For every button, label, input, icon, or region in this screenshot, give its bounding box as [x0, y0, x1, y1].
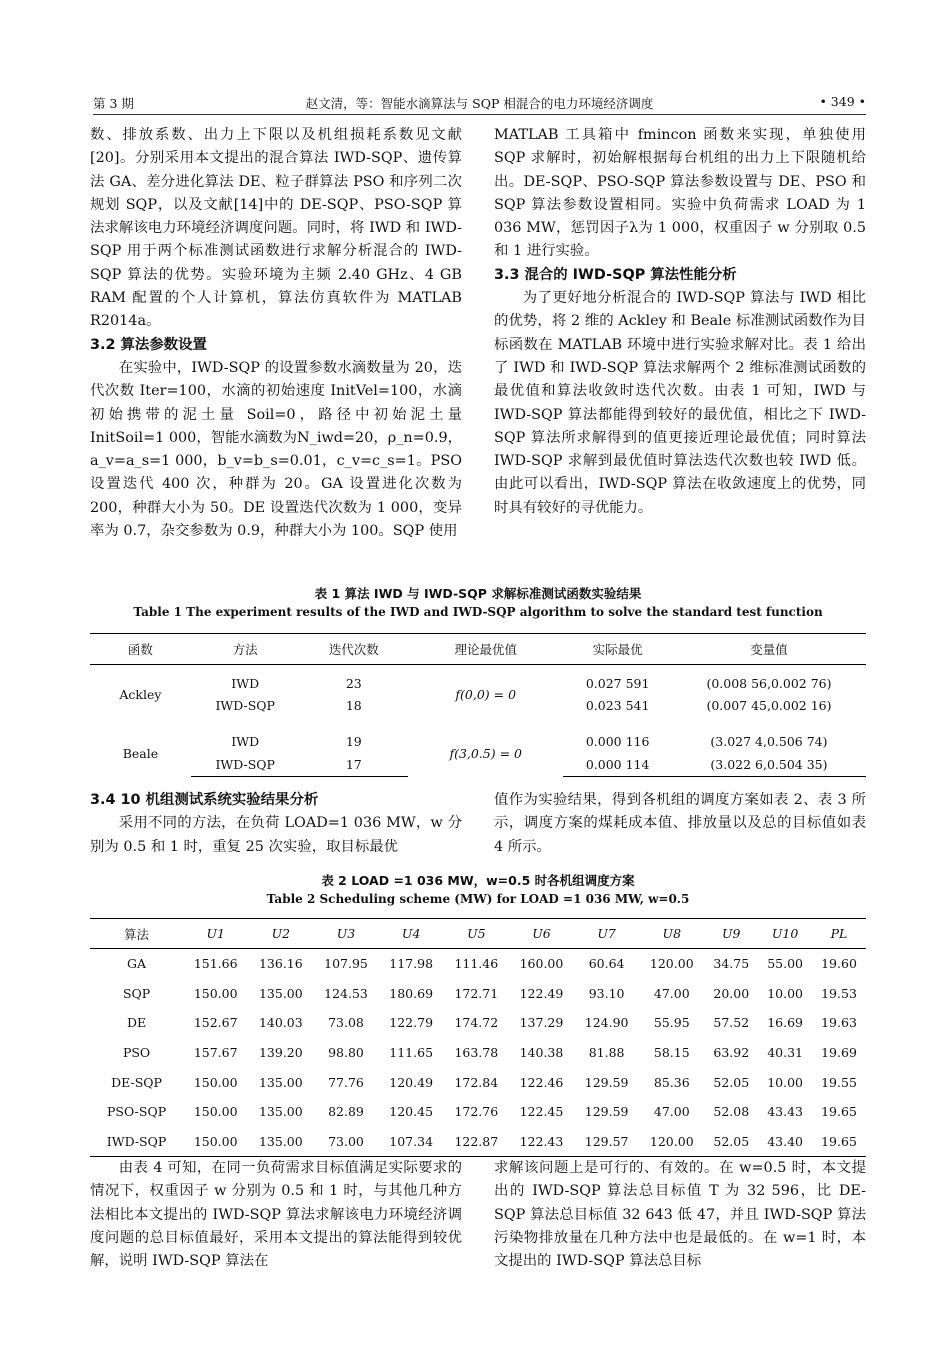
column-header: U1 [183, 919, 248, 949]
table-cell: 10.00 [767, 1074, 803, 1090]
table-cell: 18 [345, 698, 362, 713]
table-row [90, 1067, 866, 1097]
section-heading-3-2: 3.2 算法参数设置 [90, 336, 207, 353]
table-cell: 0.000 114 [563, 753, 672, 777]
table-cell: IWD-SQP [191, 753, 300, 777]
table-row [90, 1008, 866, 1038]
table-cell: 55.00 [767, 956, 803, 972]
table-row [90, 1127, 866, 1157]
table-cell: IWD [231, 734, 260, 749]
table-cell: 122.45 [519, 1104, 564, 1120]
table-cell: (0.008 56,0.002 76) [706, 676, 832, 691]
table-cell: 47.00 [653, 985, 690, 1001]
table-row [90, 1038, 866, 1068]
table-cell: PSO-SQP [106, 1104, 167, 1120]
table-cell: 120.45 [389, 1104, 434, 1120]
table-cell: 160.00 [519, 956, 564, 972]
column-header: U9 [704, 919, 758, 949]
column-header: U3 [313, 919, 378, 949]
table-row [90, 673, 866, 695]
table-cell: (3.022 6,0.504 35) [672, 753, 866, 777]
table-cell: 10.00 [767, 985, 803, 1001]
table-cell: 19.69 [821, 1045, 857, 1061]
table-cell: 136.16 [258, 956, 303, 972]
table-cell: (3.027 4,0.506 74) [710, 734, 828, 749]
table-cell: f(3,0.5) = 0 [449, 746, 522, 761]
table1-caption [90, 585, 866, 621]
column-header: 函数 [90, 634, 191, 665]
column-header: U10 [758, 919, 812, 949]
running-title: 赵文清，等：智能水滴算法与 SQP 相混合的电力环境经济调度 [305, 96, 654, 111]
table-cell: 122.49 [519, 985, 564, 1001]
table-cell: 19.55 [821, 1074, 857, 1090]
section-heading-3-3: 3.3 混合的 IWD-SQP 算法性能分析 [494, 266, 737, 283]
column-header: U2 [248, 919, 313, 949]
table-row [90, 1097, 866, 1127]
table-cell: 17 [300, 753, 409, 777]
column-header: U5 [444, 919, 509, 949]
table-cell: 122.79 [389, 1015, 434, 1031]
table-cell: 139.20 [258, 1045, 303, 1061]
table-cell: 124.53 [324, 985, 368, 1001]
table-cell: 82.89 [328, 1104, 364, 1120]
table-cell: 172.76 [454, 1104, 499, 1120]
table-cell: 43.40 [758, 1127, 812, 1157]
table-cell: 0.000 116 [585, 734, 650, 749]
table-cell: 140.03 [258, 1015, 303, 1031]
table-cell: PSO [122, 1045, 151, 1061]
table-cell: 151.66 [193, 956, 238, 972]
table-cell: 19 [345, 734, 362, 749]
table-cell: 19.53 [821, 985, 857, 1001]
table-cell: 52.05 [713, 1074, 750, 1090]
table-cell: 124.90 [584, 1015, 629, 1031]
table-cell: Beale [122, 746, 159, 761]
table-cell: 19.63 [821, 1015, 857, 1031]
table-cell: 93.10 [588, 985, 625, 1001]
paragraph: 数、排放系数、出力上下限以及机组损耗系数见文献[20]。分别采用本文提出的混合算法 IWD-SQP、遗传算法 GA、差分进化算法 DE、粒子群算法 PSO 和序列二次规划 SQP，以及文献[14]中的 DE-SQP、PSO-SQP 算法求解该电力环境经济调度问题。同时，将 IWD 和 IWD-SQP 用于两个标准测试函数进行求解分析混合的 IWD-SQP 算法的优势。实验环境为主频 2.40 GHz、4 GB RAM 配置的个人计算机，算法仿真软件为 MATLAB R2014a。 [90, 127, 462, 330]
left-column-mid [90, 789, 462, 859]
table-cell: Ackley [119, 687, 162, 702]
table-cell: 19.65 [812, 1127, 866, 1157]
page-number: • 349 • [819, 94, 866, 109]
column-header: 变量值 [672, 634, 866, 665]
table-cell: 55.95 [653, 1015, 690, 1031]
table-header-row [90, 919, 866, 949]
table-cell: 0.023 541 [585, 698, 650, 713]
table-cell: 122.43 [509, 1127, 574, 1157]
table-cell: 19.65 [821, 1104, 857, 1120]
table-cell: 19.60 [821, 956, 857, 972]
table-cell: 150.00 [193, 1104, 238, 1120]
paragraph: 在实验中，IWD-SQP 的设置参数水滴数量为 20，迭代次数 Iter=100，水滴的初始速度 InitVel=100，水滴初始携带的泥土量 Soil=0，路径中初始泥土量 InitSoil=1 000，智能水滴数为N_iwd=20，ρ_n=0.9，a_v=a_s=1 000，b_v=b_s=0.01，c_v=c_s=1。PSO 设置迭代 400 次，种群为 20。GA 设置进化次数为 200，种群大小为 50。DE 设置迭代次数为 1 000，变异率为 0.7，杂交参数为 0.9，种群大小为 100。SQP 使用 [90, 359, 462, 540]
table-cell: 135.00 [258, 1074, 303, 1090]
table2-caption-en: Table 2 Scheduling scheme (MW) for LOAD =1 036 MW, w=0.5 [266, 892, 690, 906]
table-cell: DE-SQP [111, 1074, 162, 1090]
table-cell: SQP [122, 985, 151, 1001]
column-header: PL [812, 919, 866, 949]
table-cell: 150.00 [193, 985, 238, 1001]
table-cell: 135.00 [258, 985, 303, 1001]
table-cell: IWD [231, 676, 260, 691]
table-cell: 98.80 [328, 1045, 364, 1061]
table-cell: 137.29 [519, 1015, 564, 1031]
column-header: U7 [574, 919, 639, 949]
table-cell: 40.31 [767, 1045, 803, 1061]
table-cell: 20.00 [713, 985, 750, 1001]
table-cell: (0.007 45,0.002 16) [706, 698, 832, 713]
table-cell: 135.00 [248, 1127, 313, 1157]
table-cell: 111.65 [389, 1045, 434, 1061]
table1-caption-zh: 表 1 算法 IWD 与 IWD-SQP 求解标准测试函数实验结果 [314, 586, 642, 601]
paragraph: 由表 4 可知，在同一负荷需求目标值满足实际要求的情况下，权重因子 w 分别为 0.5 和 1 时，与其他几种方法相比本文提出的 IWD-SQP 算法求解该电力环境经济调度问题的总目标值最好，采用本文提出的算法能得到较优解，说明 IWD-SQP 算法在 [90, 1160, 462, 1270]
table-cell: 73.00 [313, 1127, 378, 1157]
right-column-mid [494, 789, 866, 859]
table2 [90, 918, 866, 1157]
right-column-bottom [494, 1157, 866, 1273]
table-cell: 34.75 [713, 956, 750, 972]
table1-caption-en: Table 1 The experiment results of the IWD and IWD-SQP algorithm to solve the standard test function [133, 605, 823, 619]
table-cell: 77.76 [328, 1074, 364, 1090]
table-cell: 43.43 [767, 1104, 803, 1120]
table-cell: IWD-SQP [90, 1127, 183, 1157]
table-cell: 107.95 [324, 956, 368, 972]
column-header: 实际最优 [563, 634, 672, 665]
table-cell: 129.59 [584, 1104, 629, 1120]
table-cell: 117.98 [389, 956, 434, 972]
paragraph: 值作为实验结果，得到各机组的调度方案如表 2、表 3 所示，调度方案的煤耗成本值、排放量以及总的目标值如表 4 所示。 [494, 792, 866, 855]
table-cell: 174.72 [454, 1015, 499, 1031]
table-header-row [90, 634, 866, 665]
table-cell: 152.67 [193, 1015, 238, 1031]
table-cell: 107.34 [379, 1127, 444, 1157]
table-cell: 47.00 [653, 1104, 690, 1120]
table-cell: 73.08 [328, 1015, 364, 1031]
table-cell: 122.87 [444, 1127, 509, 1157]
table-cell: 52.05 [704, 1127, 758, 1157]
table-cell: 157.67 [193, 1045, 238, 1061]
section-heading-3-4: 3.4 10 机组测试系统实验结果分析 [90, 792, 319, 808]
table-cell: IWD-SQP [215, 698, 275, 713]
table2-caption [90, 872, 866, 908]
table-cell: f(0,0) = 0 [455, 687, 517, 702]
table-cell: GA [127, 956, 147, 972]
table-cell: 150.00 [193, 1074, 238, 1090]
paragraph: 为了更好地分析混合的 IWD-SQP 算法与 IWD 相比的优势，将 2 维的 Ackley 和 Beale 标准测试函数作为目标函数在 MATLAB 环境中进行实验求解对比。表 1 给出了 IWD 和 IWD-SQP 算法求解两个 2 维标准测试函数的最优值和算法收敛时迭代次数。由表 1 可知，IWD 与 IWD-SQP 算法都能得到较好的最优值，相比之下 IWD-SQP 算法所求解得到的值更接近理论最优值；同时算法 IWD-SQP 求解到最优值时算法迭代次数也较 IWD 低。由此可以看出，IWD-SQP 算法在收敛速度上的优势，同时具有较好的寻优能力。 [494, 290, 866, 516]
table-cell: 120.49 [389, 1074, 434, 1090]
table-cell: 63.92 [713, 1045, 750, 1061]
column-header: U6 [509, 919, 574, 949]
running-header [93, 92, 866, 115]
table-cell: 52.08 [713, 1104, 750, 1120]
left-column-bottom [90, 1157, 462, 1273]
table-cell: 60.64 [588, 956, 625, 972]
column-header: 算法 [90, 919, 183, 949]
column-header: 迭代次数 [300, 634, 409, 665]
table-cell: 122.46 [519, 1074, 564, 1090]
table-cell: 23 [345, 676, 362, 691]
issue-number: 第 3 期 [93, 96, 134, 111]
table-cell: DE [126, 1015, 147, 1031]
table1 [90, 633, 866, 777]
paragraph: 求解该问题上是可行的、有效的。在 w=0.5 时，本文提出的 IWD-SQP 算法总目标值 T 为 32 596，比 DE-SQP 算法总目标值 32 643 低 47，并且 IWD-SQP 算法污染物排放量在几种方法中也是最低的。在 w=1 时，本文提出的 IWD-SQP 算法总目标 [494, 1160, 866, 1270]
right-column-top [494, 124, 866, 520]
table-cell: 172.84 [454, 1074, 499, 1090]
table-cell: 111.46 [454, 956, 499, 972]
table-row [90, 979, 866, 1009]
column-header: 方法 [191, 634, 300, 665]
table-cell: 16.69 [767, 1015, 803, 1031]
left-column-top [90, 124, 462, 543]
table-cell: 129.59 [584, 1074, 629, 1090]
table-row [90, 949, 866, 979]
column-header: U8 [639, 919, 704, 949]
table-cell: 120.00 [639, 1127, 704, 1157]
table-cell: 172.71 [454, 985, 499, 1001]
table2-caption-zh: 表 2 LOAD =1 036 MW，w=0.5 时各机组调度方案 [321, 873, 635, 888]
table-cell: 135.00 [258, 1104, 303, 1120]
column-header: U4 [379, 919, 444, 949]
table-cell: 120.00 [649, 956, 694, 972]
table-cell: 150.00 [183, 1127, 248, 1157]
table-cell: 180.69 [389, 985, 434, 1001]
table-cell: 57.52 [713, 1015, 750, 1031]
table-cell: 129.57 [574, 1127, 639, 1157]
paragraph: 采用不同的方法，在负荷 LOAD=1 036 MW，w 分别为 0.5 和 1 时，重复 25 次实验，取目标最优 [90, 815, 462, 855]
table-cell: 85.36 [653, 1074, 690, 1090]
column-header: 理论最优值 [408, 634, 563, 665]
table-cell: 140.38 [519, 1045, 564, 1061]
paragraph: MATLAB 工具箱中 fmincon 函数来实现，单独使用 SQP 求解时，初始解根据每台机组的出力上下限随机给出。DE-SQP、PSO-SQP 算法参数设置与 DE、PSO 和 SQP 算法参数设置相同。实验中负荷需求 LOAD 为 1 036 MW，惩罚因子λ为 1 000，权重因子 w 分别取 0.5 和 1 进行实验。 [494, 127, 866, 260]
table-cell: 0.027 591 [585, 676, 650, 691]
table-cell: 58.15 [653, 1045, 690, 1061]
table-row [90, 731, 866, 753]
table-cell: 163.78 [454, 1045, 499, 1061]
table-cell: 81.88 [588, 1045, 625, 1061]
